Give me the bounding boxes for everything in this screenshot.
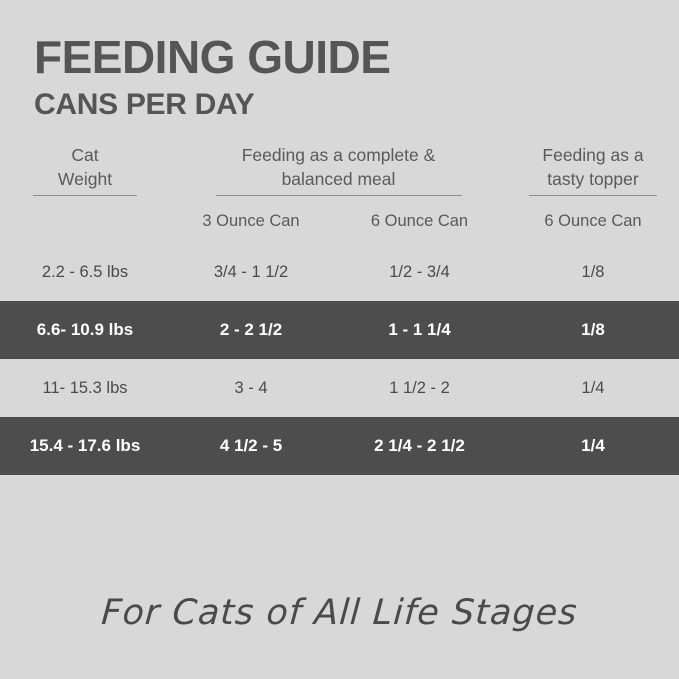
table-subheader-row	[0, 212, 679, 231]
subheader-spacer	[0, 212, 170, 231]
cell-weight: 6.6- 10.9 lbs	[36, 320, 134, 340]
group-header-complete-meal-line2: balanced meal	[281, 168, 396, 189]
group-header-complete-meal-line1: Feeding as a complete &	[241, 145, 436, 165]
cell-weight: 15.4 - 17.6 lbs	[29, 436, 141, 456]
cell-meal-3oz: 3 - 4	[234, 378, 268, 397]
table-group-header-row	[0, 142, 679, 196]
subheader-6-ounce-can-topper: 6 Ounce Can	[544, 212, 642, 231]
group-header-cat-weight-line1: Cat	[71, 145, 99, 165]
cell-meal-6oz: 1/2 - 3/4	[389, 262, 450, 281]
table-row	[0, 417, 679, 475]
group-header-cat-weight-line2: Weight	[57, 168, 113, 189]
table-row	[0, 301, 679, 359]
cell-meal-6oz: 1 - 1 1/4	[388, 320, 451, 340]
subheader-3-ounce-can: 3 Ounce Can	[202, 212, 300, 231]
cell-meal-3oz: 4 1/2 - 5	[219, 436, 283, 456]
cell-meal-3oz: 3/4 - 1 1/2	[213, 262, 289, 281]
cell-meal-3oz: 2 - 2 1/2	[219, 320, 283, 340]
group-header-underline	[216, 195, 462, 196]
group-header-underline	[529, 195, 657, 196]
cell-topper-6oz: 1/4	[581, 378, 605, 397]
subheader-6-ounce-can-meal: 6 Ounce Can	[370, 212, 469, 231]
table-row	[0, 359, 679, 417]
cell-meal-6oz: 2 1/4 - 2 1/2	[374, 436, 465, 456]
cell-weight: 11- 15.3 lbs	[42, 378, 128, 397]
group-header-cat-weight	[0, 142, 170, 196]
group-header-tasty-topper-line1: Feeding as a	[542, 145, 644, 165]
cell-topper-6oz: 1/4	[581, 436, 605, 456]
cell-topper-6oz: 1/8	[581, 262, 605, 281]
group-header-tasty-topper	[507, 142, 679, 196]
group-header-underline	[33, 195, 137, 196]
cell-weight: 2.2 - 6.5 lbs	[41, 262, 129, 281]
group-header-tasty-topper-line2: tasty topper	[547, 168, 639, 189]
cell-topper-6oz: 1/8	[581, 320, 605, 340]
title-block	[0, 0, 679, 120]
feeding-table	[0, 142, 679, 475]
table-row	[0, 243, 679, 301]
footer-tagline: For Cats of All Life Stages	[100, 593, 579, 633]
page-title: FEEDING GUIDE	[34, 31, 391, 83]
page-subtitle: CANS PER DAY	[34, 88, 255, 121]
cell-meal-6oz: 1 1/2 - 2	[389, 378, 450, 397]
table-body	[0, 243, 679, 475]
group-header-complete-meal	[170, 142, 507, 196]
